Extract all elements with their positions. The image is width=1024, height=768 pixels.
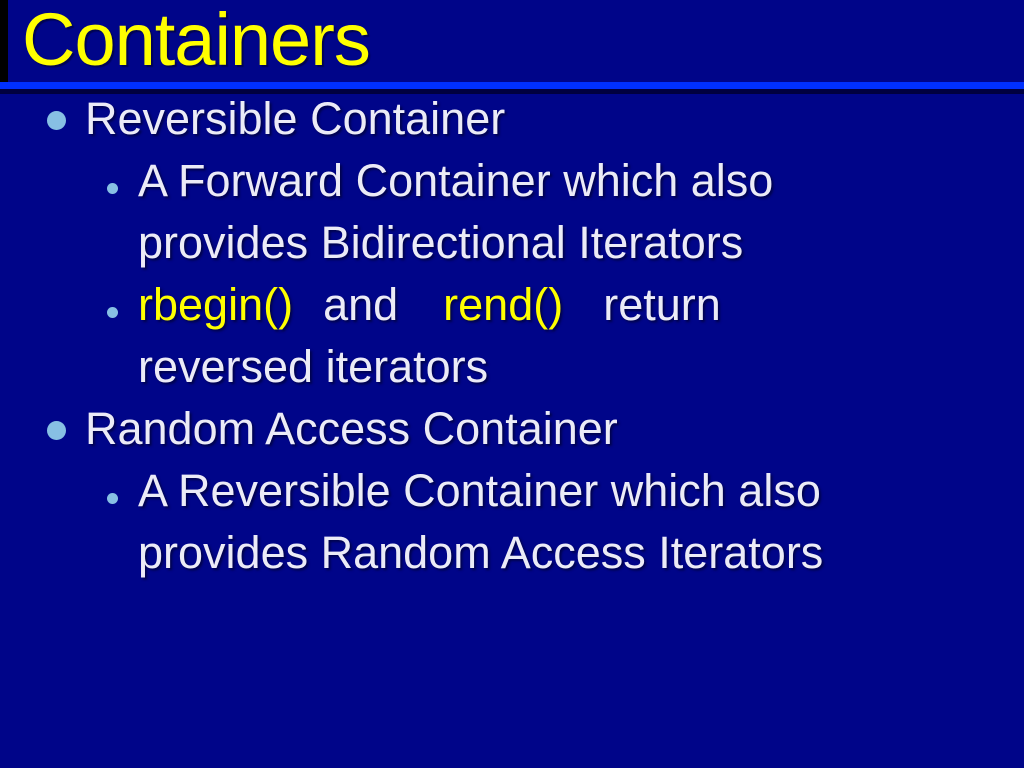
sub-bullet-reversible-container-line1 bbox=[0, 460, 1024, 522]
sub-bullet-text: A Reversible Container which also bbox=[138, 465, 821, 516]
sub-bullet-rbegin-rend-line1 bbox=[0, 274, 1024, 336]
conjunction-text: and bbox=[323, 279, 399, 330]
code-term-rend: rend() bbox=[443, 279, 564, 330]
code-term-rbegin: rbegin() bbox=[138, 279, 294, 330]
sub-bullet-icon bbox=[107, 493, 118, 504]
left-edge-strip bbox=[0, 0, 8, 82]
bullet-icon bbox=[47, 111, 66, 130]
slide-title: Containers bbox=[22, 0, 370, 81]
sub-bullet-text: provides Random Access Iterators bbox=[138, 527, 824, 578]
slide-body bbox=[0, 88, 1024, 584]
tail-text: return bbox=[603, 279, 721, 330]
bullet-item-random-access-container bbox=[0, 398, 1024, 460]
sub-bullet-icon bbox=[107, 183, 118, 194]
sub-bullet-forward-container-line1 bbox=[0, 150, 1024, 212]
sub-bullet-rbegin-rend-line2 bbox=[0, 336, 1024, 398]
sub-bullet-reversible-container-line2 bbox=[0, 522, 1024, 584]
sub-bullet-forward-container-line2 bbox=[0, 212, 1024, 274]
bullet-label: Random Access Container bbox=[85, 403, 618, 454]
bullet-label: Reversible Container bbox=[85, 93, 506, 144]
sub-bullet-text: provides Bidirectional Iterators bbox=[138, 217, 744, 268]
sub-bullet-text: A Forward Container which also bbox=[138, 155, 774, 206]
bullet-item-reversible-container bbox=[0, 88, 1024, 150]
bullet-icon bbox=[47, 421, 66, 440]
sub-bullet-text: reversed iterators bbox=[138, 341, 489, 392]
sub-bullet-icon bbox=[107, 307, 118, 318]
